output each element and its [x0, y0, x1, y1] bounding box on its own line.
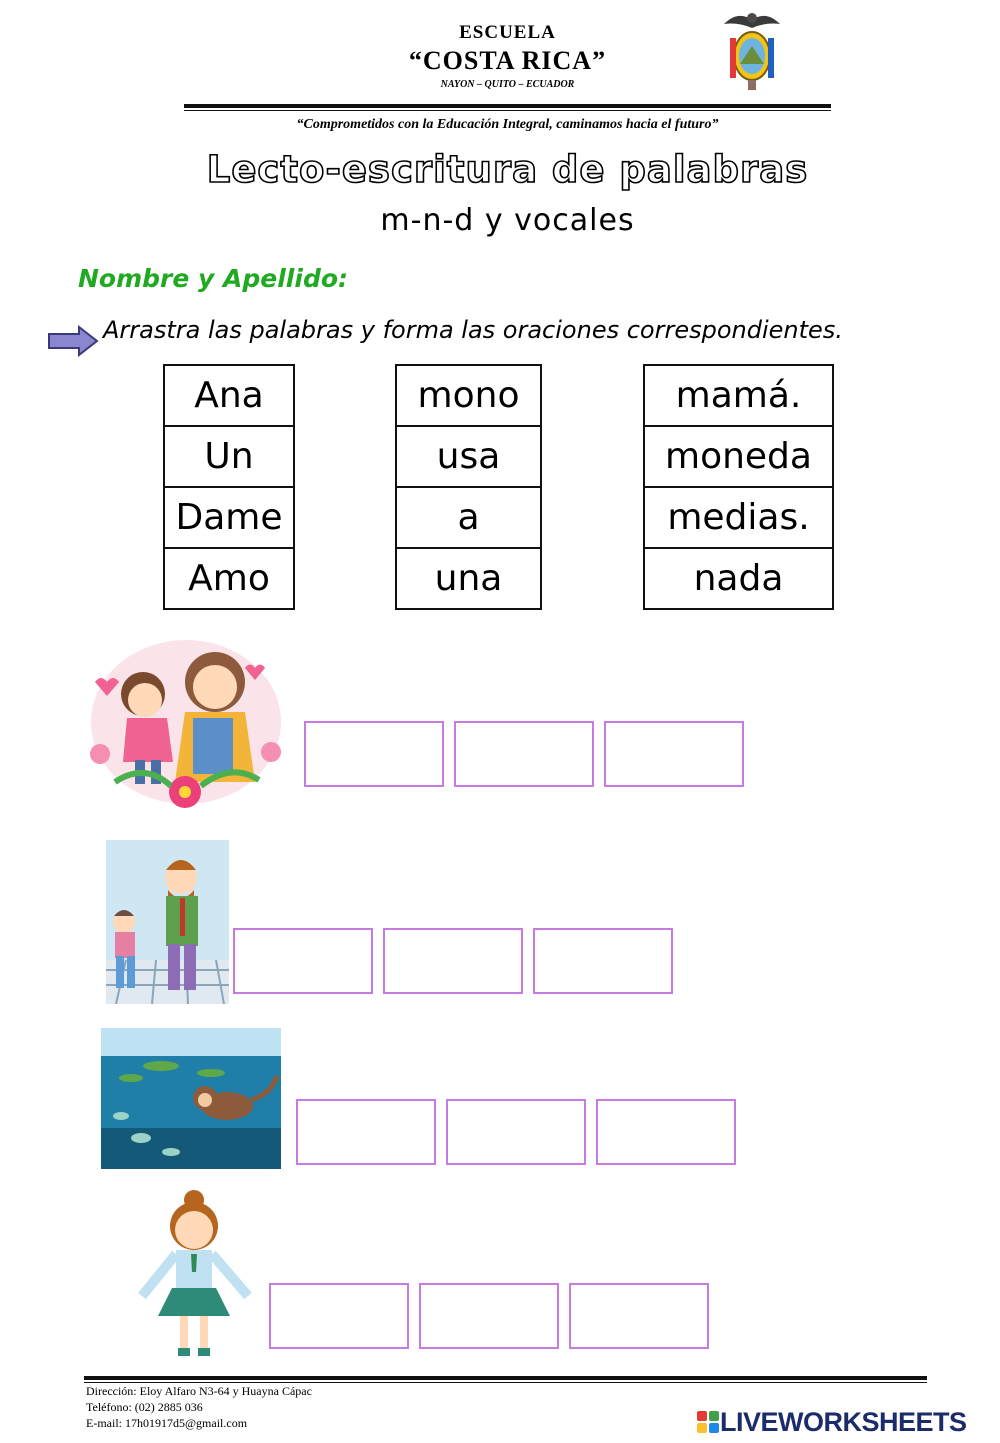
drop-box[interactable]	[533, 928, 673, 994]
drop-box[interactable]	[596, 1099, 736, 1165]
footer-address: Dirección: Eloy Alfaro N3-64 y Huayna Cápac	[86, 1384, 312, 1398]
drop-box[interactable]	[419, 1283, 559, 1349]
word-column-1	[163, 364, 295, 610]
drop-box[interactable]	[269, 1283, 409, 1349]
arrow-right-icon	[47, 325, 99, 357]
word-column-3	[643, 364, 834, 610]
footer-rule-thin	[84, 1382, 927, 1383]
word-tile[interactable]: a	[396, 487, 541, 548]
drop-box[interactable]	[304, 721, 444, 787]
footer-phone: Teléfono: (02) 2885 036	[86, 1400, 203, 1414]
worksheet-subtitle: m-n-d y vocales	[380, 203, 635, 238]
school-location: NAYON – QUITO – ECUADOR	[440, 79, 575, 90]
word-tile[interactable]: Un	[164, 426, 294, 487]
school-motto: “Comprometidos con la Educación Integral, caminamos hacia el futuro”	[296, 117, 719, 132]
monkey-swimming-illustration	[101, 1028, 281, 1169]
school-name: “COSTA RICA”	[408, 46, 607, 75]
drop-box[interactable]	[296, 1099, 436, 1165]
name-label: Nombre y Apellido:	[78, 264, 349, 293]
header-rule	[184, 104, 831, 108]
header-rule-thin	[184, 110, 831, 111]
drop-box[interactable]	[454, 721, 594, 787]
liveworksheets-logo-icon	[697, 1411, 719, 1433]
word-tile[interactable]: una	[396, 548, 541, 609]
school-label: ESCUELA	[459, 22, 556, 43]
mother-daughter-illustration	[75, 632, 297, 812]
word-tile[interactable]: mono	[396, 365, 541, 426]
word-tile[interactable]: medias.	[644, 487, 833, 548]
drop-box[interactable]	[569, 1283, 709, 1349]
word-tile[interactable]: Amo	[164, 548, 294, 609]
word-tile[interactable]: nada	[644, 548, 833, 609]
brand-logo-text[interactable]: LIVEWORKSHEETS	[720, 1407, 967, 1437]
coat-of-arms-icon	[720, 6, 784, 94]
word-tile[interactable]: moneda	[644, 426, 833, 487]
footer-rule	[84, 1376, 927, 1380]
father-son-illustration	[106, 840, 229, 1004]
word-tile[interactable]: usa	[396, 426, 541, 487]
drop-box[interactable]	[604, 721, 744, 787]
footer-email: E-mail: 17h01917d5@gmail.com	[86, 1416, 248, 1430]
word-tile[interactable]: mamá.	[644, 365, 833, 426]
word-column-2	[395, 364, 542, 610]
drop-box[interactable]	[446, 1099, 586, 1165]
worksheet-title: Lecto-escritura de palabras	[206, 148, 809, 191]
word-tile[interactable]: Dame	[164, 487, 294, 548]
drop-box[interactable]	[383, 928, 523, 994]
girl-uniform-illustration	[136, 1188, 256, 1360]
drop-box[interactable]	[233, 928, 373, 994]
word-tile[interactable]: Ana	[164, 365, 294, 426]
instruction-text: Arrastra las palabras y forma las oraciones correspondientes.	[103, 316, 843, 344]
